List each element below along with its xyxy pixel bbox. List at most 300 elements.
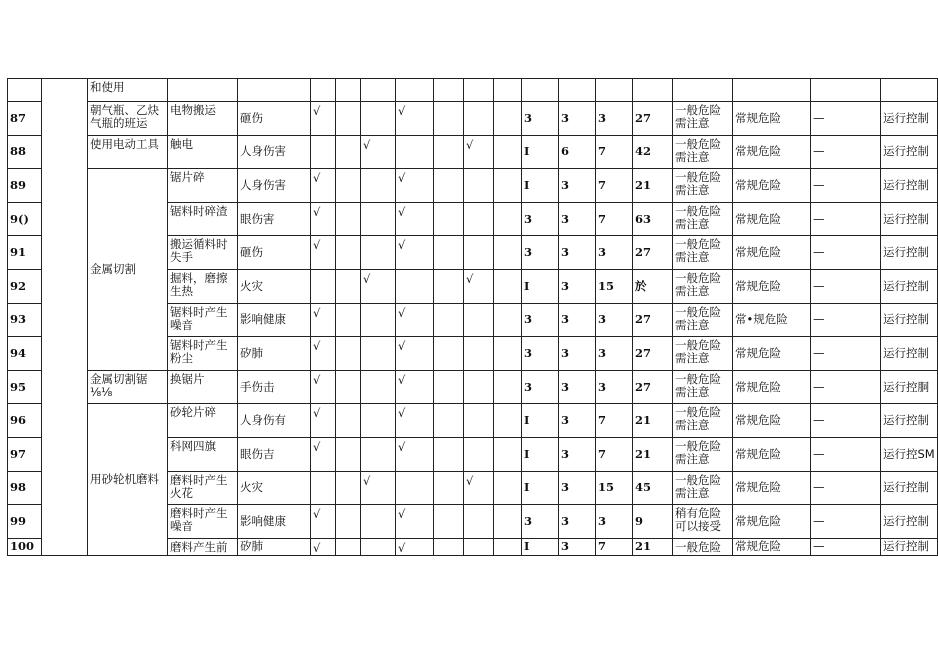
cell-hazard	[238, 538, 311, 555]
cell-check	[434, 471, 464, 505]
cell-check	[464, 370, 494, 404]
cell-check	[311, 337, 336, 371]
cell-control	[881, 202, 938, 236]
table-row	[8, 169, 938, 203]
cell-no-text: 99	[10, 513, 27, 528]
cell-no-text: 95	[10, 379, 27, 394]
cell-d	[633, 169, 673, 203]
cell-type-text: 常规危险	[735, 379, 781, 394]
cell-dash-text: —	[813, 278, 825, 293]
cell-e	[559, 505, 596, 539]
cell-type	[733, 169, 811, 203]
cell-level-text: 一般危险需注意	[675, 472, 721, 500]
cell-check	[311, 505, 336, 539]
cell-hazard-text: 矽肺	[240, 345, 263, 360]
table-row	[8, 404, 938, 438]
cell-check	[434, 337, 464, 371]
cell-hazard-source	[168, 236, 238, 270]
cell-no	[8, 79, 42, 102]
cell-e	[559, 471, 596, 505]
cell-check	[336, 303, 361, 337]
cell-check	[396, 538, 434, 555]
cell-check	[464, 471, 494, 505]
cell-l	[522, 538, 559, 555]
cell-check-text: √	[466, 473, 474, 488]
cell-check	[336, 505, 361, 539]
cell-dash	[811, 102, 881, 136]
cell-activity	[88, 370, 168, 404]
cell-check	[311, 79, 336, 102]
cell-check	[434, 236, 464, 270]
cell-l-text: 3	[524, 312, 533, 327]
cell-d	[633, 538, 673, 555]
cell-l-text: 3	[524, 379, 533, 394]
cell-check	[336, 236, 361, 270]
cell-l	[522, 404, 559, 438]
cell-control-text: 运行控制	[883, 245, 929, 260]
cell-type-text: 常规危险	[735, 480, 781, 495]
cell-dash	[811, 135, 881, 169]
cell-dash-text: —	[813, 539, 825, 554]
cell-d-text: 27	[635, 312, 652, 327]
cell-hazard-source-text: 科网四旗	[170, 438, 216, 453]
cell-l-text: 3	[524, 211, 533, 226]
cell-control	[881, 79, 938, 102]
cell-c	[596, 135, 633, 169]
cell-c	[596, 169, 633, 203]
cell-check-text: √	[313, 507, 321, 522]
cell-check	[464, 303, 494, 337]
cell-hazard	[238, 236, 311, 270]
cell-dash	[811, 169, 881, 203]
cell-dash	[811, 303, 881, 337]
cell-activity	[88, 169, 168, 371]
cell-hazard	[238, 471, 311, 505]
cell-level	[673, 102, 733, 136]
cell-hazard-text: 人身伤有	[240, 413, 286, 428]
cell-check	[494, 236, 522, 270]
cell-activity	[88, 404, 168, 555]
cell-check	[464, 79, 494, 102]
cell-c-text: 7	[598, 413, 607, 428]
cell-control-text: 运行控制	[883, 312, 929, 327]
cell-type-text: 常•规危险	[735, 312, 788, 327]
cell-hazard	[238, 437, 311, 471]
cell-check	[361, 102, 396, 136]
cell-check	[494, 202, 522, 236]
cell-check	[361, 169, 396, 203]
cell-hazard-source-text: 砂轮片碎	[170, 405, 216, 420]
cell-control	[881, 269, 938, 303]
cell-check	[336, 169, 361, 203]
cell-check-text: √	[398, 540, 406, 555]
cell-dash	[811, 370, 881, 404]
cell-l	[522, 236, 559, 270]
cell-activity-text: 金属切割锯⅛⅛	[90, 371, 148, 399]
cell-level	[673, 337, 733, 371]
cell-level-text: 稍有危险可以接受	[675, 506, 721, 534]
cell-check	[361, 370, 396, 404]
cell-activity-text: 和使用	[90, 80, 125, 94]
cell-control-text: 运行控制	[883, 110, 929, 125]
cell-check	[434, 202, 464, 236]
cell-type	[733, 337, 811, 371]
cell-activity-text: 朝气瓶、乙炔气瓶的班运	[90, 103, 159, 130]
cell-d	[633, 102, 673, 136]
cell-c	[596, 437, 633, 471]
cell-check-text: √	[398, 372, 406, 387]
cell-hazard-text: 砸伤	[240, 245, 263, 260]
cell-hazard-text: 眼伤害	[240, 211, 275, 226]
cell-check	[494, 79, 522, 102]
cell-check-text: √	[363, 473, 371, 488]
cell-check	[361, 236, 396, 270]
cell-level	[673, 79, 733, 102]
cell-check	[434, 135, 464, 169]
cell-check	[494, 169, 522, 203]
cell-check	[396, 404, 434, 438]
cell-check	[396, 269, 434, 303]
cell-check	[361, 303, 396, 337]
cell-type-text: 常规危险	[735, 513, 781, 528]
cell-d-text: 45	[635, 480, 652, 495]
cell-check	[494, 538, 522, 555]
cell-hazard-text: 矽肺	[240, 539, 263, 554]
cell-no-text: 89	[10, 177, 27, 192]
cell-no	[8, 370, 42, 404]
cell-level-text: 一般危险需注意	[675, 136, 721, 164]
cell-type	[733, 269, 811, 303]
cell-level	[673, 202, 733, 236]
cell-control	[881, 505, 938, 539]
cell-level	[673, 370, 733, 404]
cell-e	[559, 135, 596, 169]
cell-d-text: 9	[635, 513, 644, 528]
cell-hazard-source	[168, 538, 238, 555]
cell-level-text: 一般危险需注意	[675, 237, 721, 265]
cell-check	[494, 303, 522, 337]
cell-e-text: 6	[561, 144, 570, 159]
cell-e	[559, 370, 596, 404]
cell-level-text: 一般危险	[675, 539, 721, 554]
cell-hazard	[238, 404, 311, 438]
cell-check	[311, 202, 336, 236]
cell-dash-text: —	[813, 245, 825, 260]
cell-check	[336, 202, 361, 236]
cell-dash	[811, 269, 881, 303]
cell-check	[361, 269, 396, 303]
cell-hazard-text: 砸伤	[240, 110, 263, 125]
cell-check	[494, 404, 522, 438]
cell-check-text: √	[398, 305, 406, 320]
cell-hazard	[238, 102, 311, 136]
cell-type-text: 常规危险	[735, 446, 781, 461]
cell-type-text: 常规危险	[735, 177, 781, 192]
cell-c-text: 7	[598, 446, 607, 461]
cell-dash	[811, 404, 881, 438]
cell-no	[8, 471, 42, 505]
cell-l	[522, 169, 559, 203]
cell-no-text: 100	[10, 539, 35, 554]
cell-l-text: 3	[524, 245, 533, 260]
cell-check	[361, 471, 396, 505]
cell-l-text: I	[524, 446, 530, 461]
cell-hazard-source-text: 锯料时产生粉尘	[170, 338, 228, 366]
cell-check-text: √	[313, 305, 321, 320]
cell-l	[522, 303, 559, 337]
cell-d-text: 於	[635, 278, 647, 293]
cell-hazard-source	[168, 169, 238, 203]
cell-l-text: I	[524, 177, 530, 192]
cell-hazard-source	[168, 269, 238, 303]
cell-check	[361, 337, 396, 371]
cell-l	[522, 471, 559, 505]
cell-e-text: 3	[561, 278, 570, 293]
cell-c-text: 3	[598, 312, 607, 327]
cell-hazard	[238, 303, 311, 337]
cell-level-text: 一般危险需注意	[675, 304, 721, 332]
cell-control	[881, 337, 938, 371]
cell-check	[494, 337, 522, 371]
cell-check-text: √	[313, 372, 321, 387]
cell-check	[494, 505, 522, 539]
cell-control	[881, 236, 938, 270]
cell-type	[733, 437, 811, 471]
cell-control-text: 运行控胴	[883, 379, 929, 394]
cell-level-text: 一般危险需注意	[675, 170, 721, 198]
cell-dash	[811, 79, 881, 102]
cell-hazard	[238, 169, 311, 203]
cell-type-text: 常规危险	[735, 539, 781, 554]
cell-dash-text: —	[813, 177, 825, 192]
cell-e-text: 3	[561, 345, 570, 360]
cell-e	[559, 437, 596, 471]
cell-control-text: 运行控制	[883, 413, 929, 428]
cell-control	[881, 303, 938, 337]
cell-check	[396, 202, 434, 236]
cell-control-text: 运行控制	[883, 513, 929, 528]
cell-dash	[811, 337, 881, 371]
cell-dash-text: —	[813, 110, 825, 125]
cell-d	[633, 79, 673, 102]
cell-no	[8, 269, 42, 303]
cell-d-text: 42	[635, 144, 652, 159]
cell-no	[8, 337, 42, 371]
cell-e-text: 3	[561, 413, 570, 428]
cell-check-text: √	[398, 238, 406, 253]
cell-d	[633, 236, 673, 270]
cell-no-text: 98	[10, 480, 27, 495]
cell-level-text: 一般危险需注意	[675, 103, 721, 130]
cell-no-text: 9()	[10, 211, 29, 226]
cell-level	[673, 404, 733, 438]
cell-check	[464, 102, 494, 136]
cell-hazard-text: 火灾	[240, 278, 263, 293]
cell-type-text: 常规危险	[735, 413, 781, 428]
cell-control	[881, 102, 938, 136]
cell-no	[8, 538, 42, 555]
cell-hazard	[238, 135, 311, 169]
cell-hazard-source	[168, 471, 238, 505]
cell-c	[596, 337, 633, 371]
cell-check-text: √	[398, 507, 406, 522]
table-row	[8, 370, 938, 404]
cell-level-text: 一般危险需注意	[675, 371, 721, 399]
cell-d-text: 27	[635, 110, 652, 125]
cell-dash-text: —	[813, 144, 825, 159]
cell-d	[633, 437, 673, 471]
cell-check	[336, 102, 361, 136]
cell-l-text: 3	[524, 345, 533, 360]
cell-c-text: 3	[598, 379, 607, 394]
cell-dash	[811, 437, 881, 471]
cell-l	[522, 202, 559, 236]
cell-check	[311, 404, 336, 438]
cell-type	[733, 303, 811, 337]
cell-check	[396, 135, 434, 169]
cell-no	[8, 437, 42, 471]
cell-no-text: 87	[10, 110, 27, 125]
cell-no	[8, 236, 42, 270]
cell-c	[596, 404, 633, 438]
cell-check	[311, 236, 336, 270]
cell-check	[361, 538, 396, 555]
cell-check	[494, 437, 522, 471]
cell-c-text: 15	[598, 480, 615, 495]
cell-hazard-source-text: 搬运循料时失手	[170, 237, 228, 265]
cell-level-text: 一般危险需注意	[675, 438, 721, 466]
cell-check	[336, 538, 361, 555]
cell-check	[336, 471, 361, 505]
cell-hazard-source-text: 锯料时碎渣	[170, 203, 228, 218]
cell-hazard	[238, 370, 311, 404]
cell-check	[434, 79, 464, 102]
cell-c	[596, 303, 633, 337]
cell-control-text: 运行控制	[883, 177, 929, 192]
cell-no-text: 93	[10, 312, 27, 327]
cell-c	[596, 202, 633, 236]
cell-type	[733, 102, 811, 136]
cell-d-text: 21	[635, 446, 652, 461]
cell-no-text: 96	[10, 413, 27, 428]
cell-control	[881, 538, 938, 555]
cell-hazard-text: 眼伤吉	[240, 446, 275, 461]
cell-e-text: 3	[561, 446, 570, 461]
cell-hazard-text: 手伤击	[240, 379, 275, 394]
table-row	[8, 79, 938, 102]
cell-hazard-source	[168, 303, 238, 337]
cell-check-text: √	[398, 339, 406, 354]
cell-hazard-source-text: 掘料，磨擦生热	[170, 270, 228, 298]
cell-activity-text: 用砂轮机磨料	[90, 472, 159, 487]
cell-c	[596, 236, 633, 270]
cell-check	[396, 437, 434, 471]
cell-check	[336, 404, 361, 438]
cell-hazard-source	[168, 79, 238, 102]
cell-level	[673, 236, 733, 270]
cell-e	[559, 169, 596, 203]
cell-c	[596, 471, 633, 505]
table-row	[8, 102, 938, 136]
cell-hazard-source	[168, 505, 238, 539]
cell-d	[633, 471, 673, 505]
cell-d-text: 21	[635, 539, 652, 554]
cell-check-text: √	[313, 171, 321, 186]
cell-check-text: √	[363, 271, 371, 286]
cell-type	[733, 370, 811, 404]
cell-e-text: 3	[561, 177, 570, 192]
cell-check	[494, 370, 522, 404]
cell-check	[434, 169, 464, 203]
cell-c	[596, 102, 633, 136]
cell-activity-text: 使用电动工具	[90, 136, 159, 151]
cell-l	[522, 437, 559, 471]
cell-category	[42, 79, 88, 556]
cell-no-text: 92	[10, 278, 27, 293]
cell-no-text: 97	[10, 446, 27, 461]
cell-check	[494, 135, 522, 169]
cell-check	[396, 337, 434, 371]
cell-hazard-source-text: 磨料产生前	[170, 539, 228, 554]
cell-no-text: 94	[10, 345, 27, 360]
cell-control-text: 运行控制	[883, 278, 929, 293]
risk-assessment-table	[7, 78, 938, 556]
cell-d	[633, 303, 673, 337]
cell-activity	[88, 135, 168, 169]
cell-l	[522, 505, 559, 539]
cell-control-text: 运行控制	[883, 144, 929, 159]
cell-l-text: I	[524, 539, 530, 554]
cell-check	[434, 303, 464, 337]
cell-hazard-source-text: 触电	[170, 136, 193, 151]
cell-control-text: 运行控制	[883, 211, 929, 226]
cell-check	[361, 135, 396, 169]
cell-check	[396, 236, 434, 270]
cell-check	[336, 370, 361, 404]
cell-l	[522, 135, 559, 169]
cell-dash-text: —	[813, 446, 825, 461]
cell-c-text: 3	[598, 110, 607, 125]
cell-check	[361, 505, 396, 539]
cell-d-text: 27	[635, 345, 652, 360]
cell-level	[673, 505, 733, 539]
cell-check	[494, 102, 522, 136]
cell-check	[434, 102, 464, 136]
cell-activity	[88, 102, 168, 136]
cell-check-text: √	[398, 204, 406, 219]
cell-e	[559, 303, 596, 337]
cell-check	[336, 269, 361, 303]
cell-check	[464, 236, 494, 270]
cell-d-text: 21	[635, 177, 652, 192]
cell-check-text: √	[466, 271, 474, 286]
cell-c	[596, 370, 633, 404]
cell-l-text: I	[524, 144, 530, 159]
cell-check-text: √	[398, 439, 406, 454]
cell-hazard-source	[168, 102, 238, 136]
cell-l-text: I	[524, 278, 530, 293]
cell-check	[311, 169, 336, 203]
cell-d-text: 21	[635, 413, 652, 428]
cell-d	[633, 505, 673, 539]
cell-level-text: 一般危险需注意	[675, 405, 721, 433]
cell-level	[673, 169, 733, 203]
cell-check	[494, 471, 522, 505]
cell-c-text: 3	[598, 245, 607, 260]
cell-check	[336, 135, 361, 169]
cell-c-text: 7	[598, 211, 607, 226]
cell-e-text: 3	[561, 110, 570, 125]
